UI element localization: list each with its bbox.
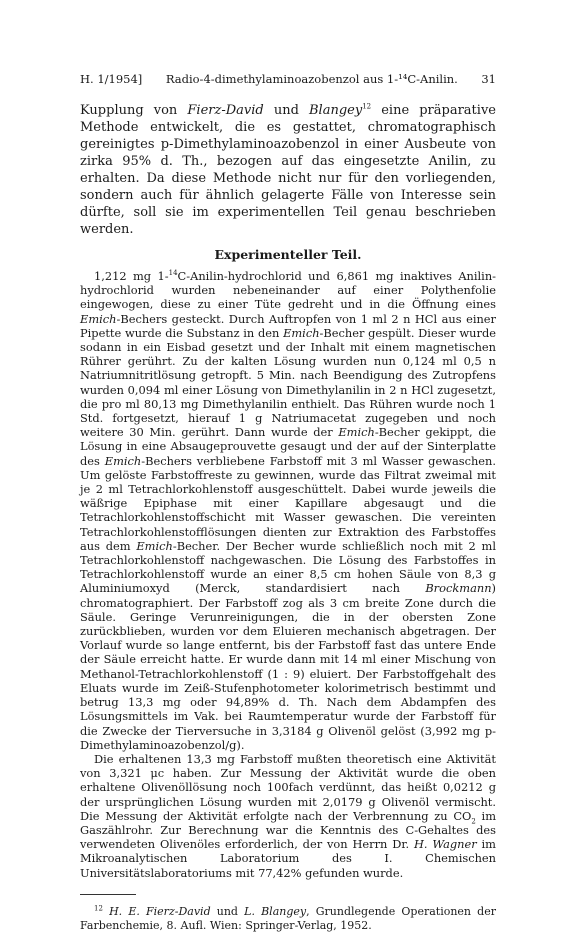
intro-text: Kupplung von Fierz-David und Blangey$^{12}$ eine präparative Methode entwickelt, die es gestattet, chromatographisch gereinigtes p-Dimethylaminoazobenzol in einer Ausbeute von zirka 95% d. Th., bezogen auf das eingesetzte Anilin, zu erhalten. Da diese Methode nicht nur für den vorliegenden, sondern auch für ähnlich gelagerte Fälle von Interesse sein dürfte, soll sie im experimentellen Teil genau beschrieben werden. (80, 102, 496, 237)
intro-paragraph (80, 102, 496, 238)
section-heading: Experimenteller Teil. (214, 247, 362, 262)
footnote-reference: 12 (362, 102, 372, 111)
footnote-text: $^{12}$ H. E. Fierz-David und L. Blangey, Grundlegende Operationen der Farbenchemie, 8. Aufl. Wien: Springer-Verlag, 1952. (80, 904, 496, 932)
header-issue: H. 1/1954] (80, 72, 143, 86)
subscript: 2 (471, 817, 476, 825)
footnote (80, 905, 496, 933)
running-header (80, 72, 496, 86)
header-title: Radio-4-dimethylaminoazobenzol aus 1-¹⁴C-Anilin. (165, 72, 458, 86)
author-name: Blangey (309, 103, 363, 118)
page-number: 31 (481, 72, 496, 86)
experimental-section (80, 269, 496, 880)
footnote-number: 12 (94, 904, 103, 913)
experimental-paragraph-2: Die erhaltenen 13,3 mg Farbstoff mußten theoretisch eine Aktivität von 3,321 μc haben. Zur Messung der Aktivität wurde die oben erhaltene Olivenöllösung noch 100fach verdünnt, das heißt 0,0212 g der ursprünglichen Lösung wurden mit 2,0179 g Olivenöl vermischt. Die Messung der Aktivität erfolgte nach der Verbrennung zu $CO_2$ im Gaszählrohr. Zur Berechnung war die Kenntnis des C-Gehaltes des verwendeten Olivenöles erforderlich, der von Herrn Dr. H. Wagner im Mikroanalytischen Laboratorium des I. Chemischen Universitätslaboratoriums mit 77,42% gefunden wurde. (80, 751, 496, 880)
author-name: Fierz-David (187, 103, 264, 118)
experimental-paragraph-1: 1,212 mg 1-$^{14}$C-Anilin-hydrochlorid und 6,861 mg inaktives Anilin-hydrochlorid wurden nebeneinander auf einer Polythenfolie eingewogen, diese zu einer Tüte gedreht und in die Öffnung eines Emich-Bechers gesteckt. Durch Auftropfen von 1 ml 2 n HCl aus einer Pipette wurde die Substanz in den Emich-Becher gespült. Dieser wurde sodann in ein Eisbad gesetzt und der Inhalt mit einem magnetischen Rührer gerührt. Zu der kalten Lösung wurden nun 0,124 ml 0,5 n Natriumnitritlösung getropft. 5 Min. nach Beendigung des Zutropfens wurden 0,094 ml einer Lösung von Dimethylanilin in 2 n HCl zugesetzt, die pro ml 80,13 mg Dimethylanilin enthielt. Das Rühren wurde noch 1 Std. fortgesetzt, hierauf 1 g Natriumacetat zugegeben und noch weitere 30 Min. gerührt. Dann wurde der Emich-Becher gekippt, die Lösung in eine Absaugeprouvette gesaugt und der auf der Sinterplatte des Emich-Bechers verbliebene Farbstoff mit 3 ml Wasser gewaschen. Um gelöste Farbstoffreste zu gewinnen, wurde das Filtrat zweimal mit je 2 ml Tetrachlorkohlenstoff ausgeschüttelt. Dabei wurde jeweils die wäßrige Epiphase mit einer Kapillare abgesaugt und die Tetrachlorkohlenstoffschicht mit Wasser gewaschen. Die vereinten Tetrachlorkohlenstofflösungen dienten zur Extraktion des Farbstoffes aus dem Emich-Becher. Der Becher wurde schließlich noch mit 2 ml Tetrachlorkohlenstoff nachgewaschen. Die Lösung des Farbstoffes in Tetrachlorkohlenstoff wurde an einer 8,5 cm hohen Säule von 8,3 g Aluminiumoxyd (Merck, standardisiert nach Brockmann) chromatographiert. Der Farbstoff zog als 3 cm breite Zone durch die Säule. Geringe Verunreinigungen, die in der obersten Zone zurückblieben, wurden vor dem Eluieren mechanisch abgetragen. Der Vorlauf wurde so lange entfernt, bis der Farbstoff fast das untere Ende der Säule erreicht hatte. Er wurde dann mit 14 ml einer Mischung von Methanol-Tetrachlorkohlenstoff (1 : 9) eluiert. Der Farbstoffgehalt des Eluats wurde im Zeiß-Stufenphotometer kolorimetrisch bestimmt und betrug 13,3 mg oder 94,89% d. Th. Nach dem Abdampfen des Lösungsmittels im Vak. bei Raumtemperatur wurde der Farbstoff für die Zwecke der Tierversuche in 3,3184 g Olivenöl gelöst (3,992 mg p-Dimethylaminoazobenzol/g). (80, 269, 497, 752)
footnote-divider (80, 894, 136, 895)
isotope-superscript: 14 (168, 269, 178, 278)
